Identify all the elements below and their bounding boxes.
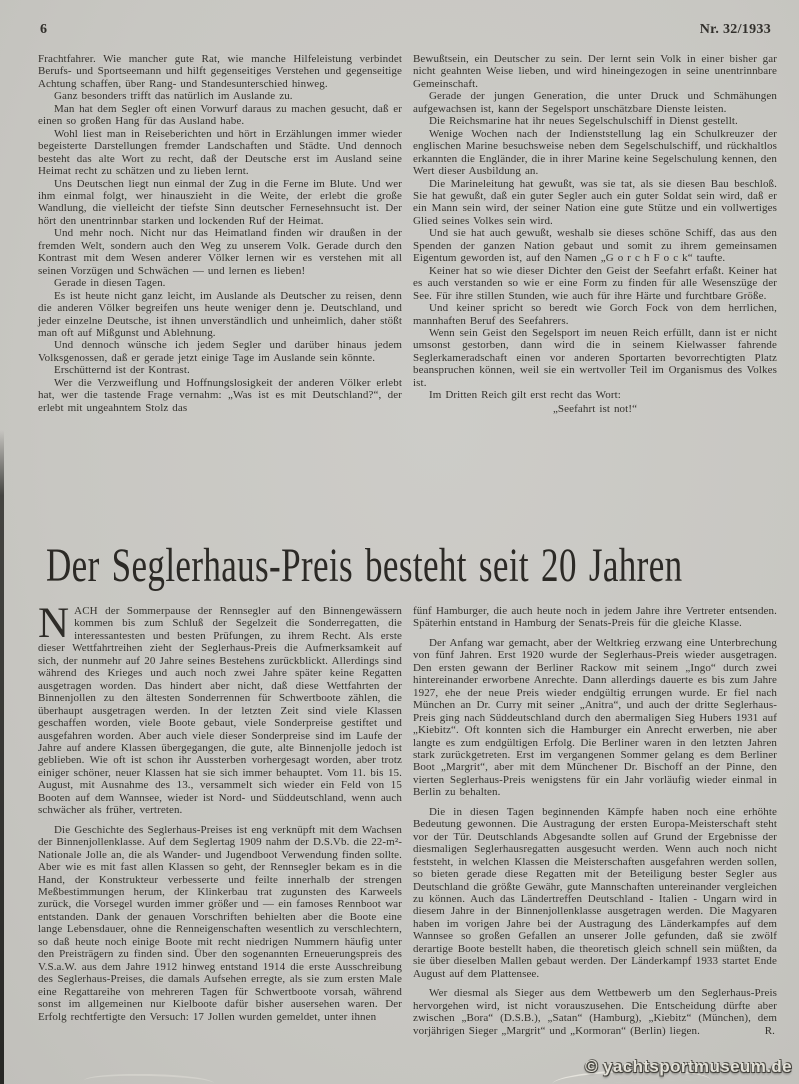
article-2-left-column	[38, 605, 402, 1083]
paragraph: Man hat dem Segler oft einen Vorwurf daraus zu machen gesucht, daß er einen so großen Hang für das Ausland habe.	[38, 102, 402, 128]
paragraph: Gerade der jungen Generation, die unter Druck und Schmähungen aufgewachsen ist, kann der Segelsport unschätzbare Dienste leisten.	[413, 90, 777, 115]
paragraph: Und mehr noch. Nicht nur das Heimatland finden wir draußen in der fremden Welt, sondern auch den Weg zu unserem Volk. Gerade durch den Kontrast mit dem Wesen anderer Völker lernen wir es verstehen mit all seinen Vorzügen und Schwächen — und lernen es lieben!	[38, 227, 402, 277]
paragraph: Die Geschichte des Seglerhaus-Preises ist eng verknüpft mit dem Wachsen der Binnenjollenklasse. Auf dem Seglertag 1909 nahm der D.S.Vb. die 22-m²-Nationale Jolle an, die als Wander- und Jugendboot Verwendung finden sollte. Aber wie es mit fast allen Klassen so geht, der Rennsegler bekam es in die Hand, der Konstrukteur verbesserte und feilte innerhalb der strengen Meßbestimmungen herum, der Klinkerbau trat zugunsten des Karweels zurück, die Vorsegel wurden immer größer und — ein famoses Rennboot war entstanden. Dank der genauen Vorschriften behielten aber die Boote eine lange Lebensdauer, ohne die Renneigenschaften wesentlich zu verschlechtern, so daß heute noch einige Boote mit recht niedrigen Nummern häufig unter den Preisträgern zu finden sind. Über den sogenannten Erneuerungspreis des V.S.a.W. aus dem Jahre 1912 hinweg entstand 1914 die erste Ausschreibung des Seglerhaus-Preises, die damals Aufsehen erregte, als sie zum ersten Male eine Regattareihe von mehreren Tagen für Schwertboote vorsah, während sonst im allgemeinen nur Kielboote dafür bisher ausersehen waren. Der Erfolg rechtfertigte den Versuch: 17 Jollen wurden gemeldet, unter ihnen	[38, 823, 402, 1023]
paragraph	[38, 605, 402, 817]
article-1-right-column	[413, 53, 777, 495]
drop-cap: N	[38, 605, 70, 647]
paragraph: Und dennoch wünsche ich jedem Segler und darüber hinaus jedem Volksgenossen, daß er gerade jetzt einige Tage im Auslande sein könnte.	[38, 339, 402, 364]
paragraph: Und sie hat auch gewußt, weshalb sie dieses schöne Schiff, das aus den Spenden der ganzen Nation gebaut und somit zu ihrem gemeinsamen Eigentum geworden ist, auf den Namen „G o r c h F o c k“ taufte.	[413, 227, 777, 265]
paragraph-text: ACH der Sommerpause der Rennsegler auf den Binnengewässern kommen bis zum Schluß der Segelzeit die Sonderregatten, die interessantesten und besten Prüfungen, zu ihrem Recht. Als erste dieser Wettfahrtreihen zieht der Seglerhaus-Preis die Aufmerksamkeit auf sich, der nunmehr auf 20 Jahre seines Bestehens zurückblickt. Allerdings sind während des Krieges und auch noch zwei Jahre später keine Regatten ausgetragen worden. Das hindert aber nicht, daß diese Wettfahrten der Binnenjollen zu den ältesten Sonderrennen für Schwertboote zählen, die überhaupt ausgetragen werden. In der letzten Zeit sind viele Klassen geschaffen worden, viele Boote gebaut, viele Sonderpreise gestiftet und ausgefahren worden. Aber auch viele dieser Sonderpreise sind im Laufe der Jahre auf andere Klassen übergegangen, die gute, alte Binnenjolle jedoch ist geblieben. Wie oft ist schon ihr Aussterben vorhergesagt worden, aber trotz einiger schöner, neuer Klassen hat sie sich immer behauptet. Vom 11. bis 15. August, mit Ausnahme des 13., versammelt sich wieder ein Feld von 15 Booten auf dem Wannsee, wieder ist Nord- und Süddeutschland, wenn auch schwächer als früher, vertreten.	[38, 605, 402, 817]
paragraph: Keiner hat so wie dieser Dichter den Geist der Seefahrt erfaßt. Keiner hat es auch verstanden so wie er eine Form zu finden für alle Wesenszüge der See. Für ihre stillen Stunden, wie auch für ihre Härte und furchtbare Größe.	[413, 264, 777, 302]
article-2-headline-row	[46, 539, 799, 595]
author-signature: R.	[764, 1024, 775, 1037]
page-number: 6	[40, 22, 48, 37]
paragraph: Wohl liest man in Reiseberichten und hört in Erzählungen immer wieder begeisterte Darstellungen fremder Landschaften und Städte. Und dennoch besteht das alte Wort zu recht, daß der Deutsche erst im Ausland seine Heimat recht zu schätzen und zu lieben lernt.	[38, 127, 402, 178]
paragraph: Wenige Wochen nach der Indienststellung lag ein Schulkreuzer der englischen Marine besuchsweise neben dem Segelschulschiff, und rückhaltlos erkannten die Engländer, die in ihrer Marine keine Segelschulung kennen, den Wert dieser Ausbildung an.	[413, 127, 777, 178]
paragraph: Uns Deutschen liegt nun einmal der Zug in die Ferne im Blute. Und wer ihm einmal folgt, wer hinauszieht in die Weite, der erlebt die große Wandlung, die vielleicht der tiefste Sinn deutscher Fernesehnsucht ist. Der hört den unentrinnbar starken und lockenden Ruf der Heimat.	[38, 177, 402, 227]
article-seefahrt	[0, 53, 799, 495]
article-1-left-column	[38, 53, 402, 495]
paragraph: Der Anfang war gemacht, aber der Weltkrieg erzwang eine Unterbrechung von fünf Jahren. Erst 1920 wurde der Seglerhaus-Preis wieder ausgetragen. Den ersten gewann der Berliner Rackow mit seinem „Ingo“ durch zwei hintereinander erworbene Anrechte. Dann allerdings dauerte es bis zum Jahre 1927, ehe der neue Preis wieder endgültig errungen wurde. Er fiel nach München an Dr. Curry mit seiner „Anitra“, und auch der dritte Seglerhaus-Preis ging nach Süddeutschland durch den abermaligen Sieg Hubers 1931 auf „Kiebitz“. Oft konnten sich die Hamburger ein Anrecht erwerben, nie aber langte es zum endgültigen Erfolg. Die Berliner waren in den letzten Jahren stark zurückgetreten. Erst im vergangenen Sommer gelang es dem Berliner Boot „Margrit“, aber mit dem Münchener Dr. Bischoff an der Pinne, den vierten Seglerhaus-Preis wenigstens für ein Jahr vorläufig wieder einmal in Berlin zu behalten.	[413, 636, 777, 799]
paragraph: Und keiner spricht so beredt wie Gorch Fock von dem herrlichen, mannhaften Beruf des Seefahrers.	[413, 302, 777, 327]
paragraph: Bewußtsein, ein Deutscher zu sein. Der lernt sein Volk in einer bisher gar nicht geahnten Weise lieben, und wird hineingezogen in seine unentrinnbare Gemeinschaft.	[413, 53, 777, 90]
paragraph: Wer die Verzweiflung und Hoffnungslosigkeit der anderen Völker erlebt hat, wer die tastende Frage vernahm: „Was ist es mit Deutschland?“, der erlebt mit ungeahntem Stolz das	[38, 376, 402, 414]
paragraph	[413, 987, 777, 1037]
paragraph: Frachtfahrer. Wie mancher gute Rat, wie manche Hilfeleistung verbindet Berufs- und Sportseemann und hilft gegenseitiges Verstehen und gegenseitige Achtung schaffen, über Rang- und Standesunterschied hinweg.	[38, 53, 402, 90]
scan-edge	[0, 430, 4, 1084]
paragraph: Gerade in diesen Tagen.	[54, 277, 166, 290]
paragraph: Die in diesen Tagen beginnenden Kämpfe haben noch eine erhöhte Bedeutung gewonnen. Die Austragung der ersten Europa-Meisterschaft steht vor der Tür. Deutschlands Abgesandte sollen auf Grund der Ergebnisse der diesmaligen Seglerhausregatten ausgesucht werden. Wenn auch noch nicht feststeht, in welchen Klassen die Meisterschaften ausgefahren werden sollen, so bieten gerade diese Regatten mit der Beteiligung bester Segler aus Deutschland die größte Gewähr, gute Mannschaften untereinander vergleichen zu können. Auch das Ländertreffen Deutschland - Italien - Ungarn wird in diesem Jahre in der Binnenjollenklasse ausgetragen werden. Die Magyaren haben im vorigen Jahre bei der Austragung des Länderkampfes auf dem Wannsee so großen Gefallen an unserer Jolle gefunden, daß sie zwölf derartige Boote bestellt haben, die theoretisch gleich schnell sein müßten, da sie über dieselben Mallen gebaut werden. Der Länderkampf 1933 startet Ende August auf dem Plattensee.	[413, 805, 777, 980]
issue-number: Nr. 32/1933	[699, 22, 771, 37]
paragraph: Ganz besonders trifft das natürlich im Auslande zu.	[54, 90, 293, 103]
article-seglerhaus-preis	[0, 605, 799, 1083]
paragraph: Wenn sein Geist den Segelsport im neuen Reich erfüllt, dann ist er nicht umsonst gestorben, dann wird die in seinem Kielwasser fahrende Seglerkameradschaft einen vor anderen Sportarten bevorrechtigten Platz beanspruchen können, weil sie ein wertvoller Teil im Organismus des Volkes ist.	[413, 326, 777, 389]
seefahrt-motto: „Seefahrt ist not!“	[552, 402, 638, 415]
paragraph: Im Dritten Reich gilt erst recht das Wort:	[429, 389, 621, 402]
paragraph: Die Reichsmarine hat ihr neues Segelschulschiff in Dienst gestellt.	[429, 115, 738, 128]
watermark: © yachtsportmuseum.de	[584, 1057, 792, 1076]
masthead	[0, 0, 799, 38]
article-2-headline: Der Seglerhaus-Preis besteht seit 20 Jahren	[46, 539, 683, 592]
paragraph: fünf Hamburger, die auch heute noch in jedem Jahre ihre Vertreter entsenden. Späterhin entstand in Hamburg der Senats-Preis für die gleiche Klasse.	[413, 605, 777, 630]
paragraph: Es ist heute nicht ganz leicht, im Auslande als Deutscher zu reisen, denn die anderen Völker begreifen uns heute weniger denn je. Deutschland, und jeder einzelne Deutsche, ist ihnen unverständlich und unheimlich, daher stößt man oft auf Mißgunst und Ablehnung.	[38, 289, 402, 339]
paragraph: Die Marineleitung hat gewußt, was sie tat, als sie diesen Bau beschloß. Sie hat gewußt, daß ein guter Segler auch ein guter Soldat sein wird, daß er ein Mann sein wird, der seiner Nation eine gute Stütze und ein vollwertiges Glied seines Volkes sein wird.	[413, 177, 777, 227]
paragraph-text: Wer diesmal als Sieger aus dem Wettbewerb um den Seglerhaus-Preis hervorgehen wird, ist nicht vorauszusehen. Die Entscheidung dürfte aber zwischen „Bora“ (D.S.B.), „Satan“ (Hamburg), „Kiebitz“ (München), dem vorjährigen Sieger „Margrit“ und „Kormoran“ (Berlin) liegen.	[413, 987, 777, 1037]
paragraph: Erschütternd ist der Kontrast.	[54, 364, 190, 377]
article-2-right-column	[413, 605, 777, 1083]
